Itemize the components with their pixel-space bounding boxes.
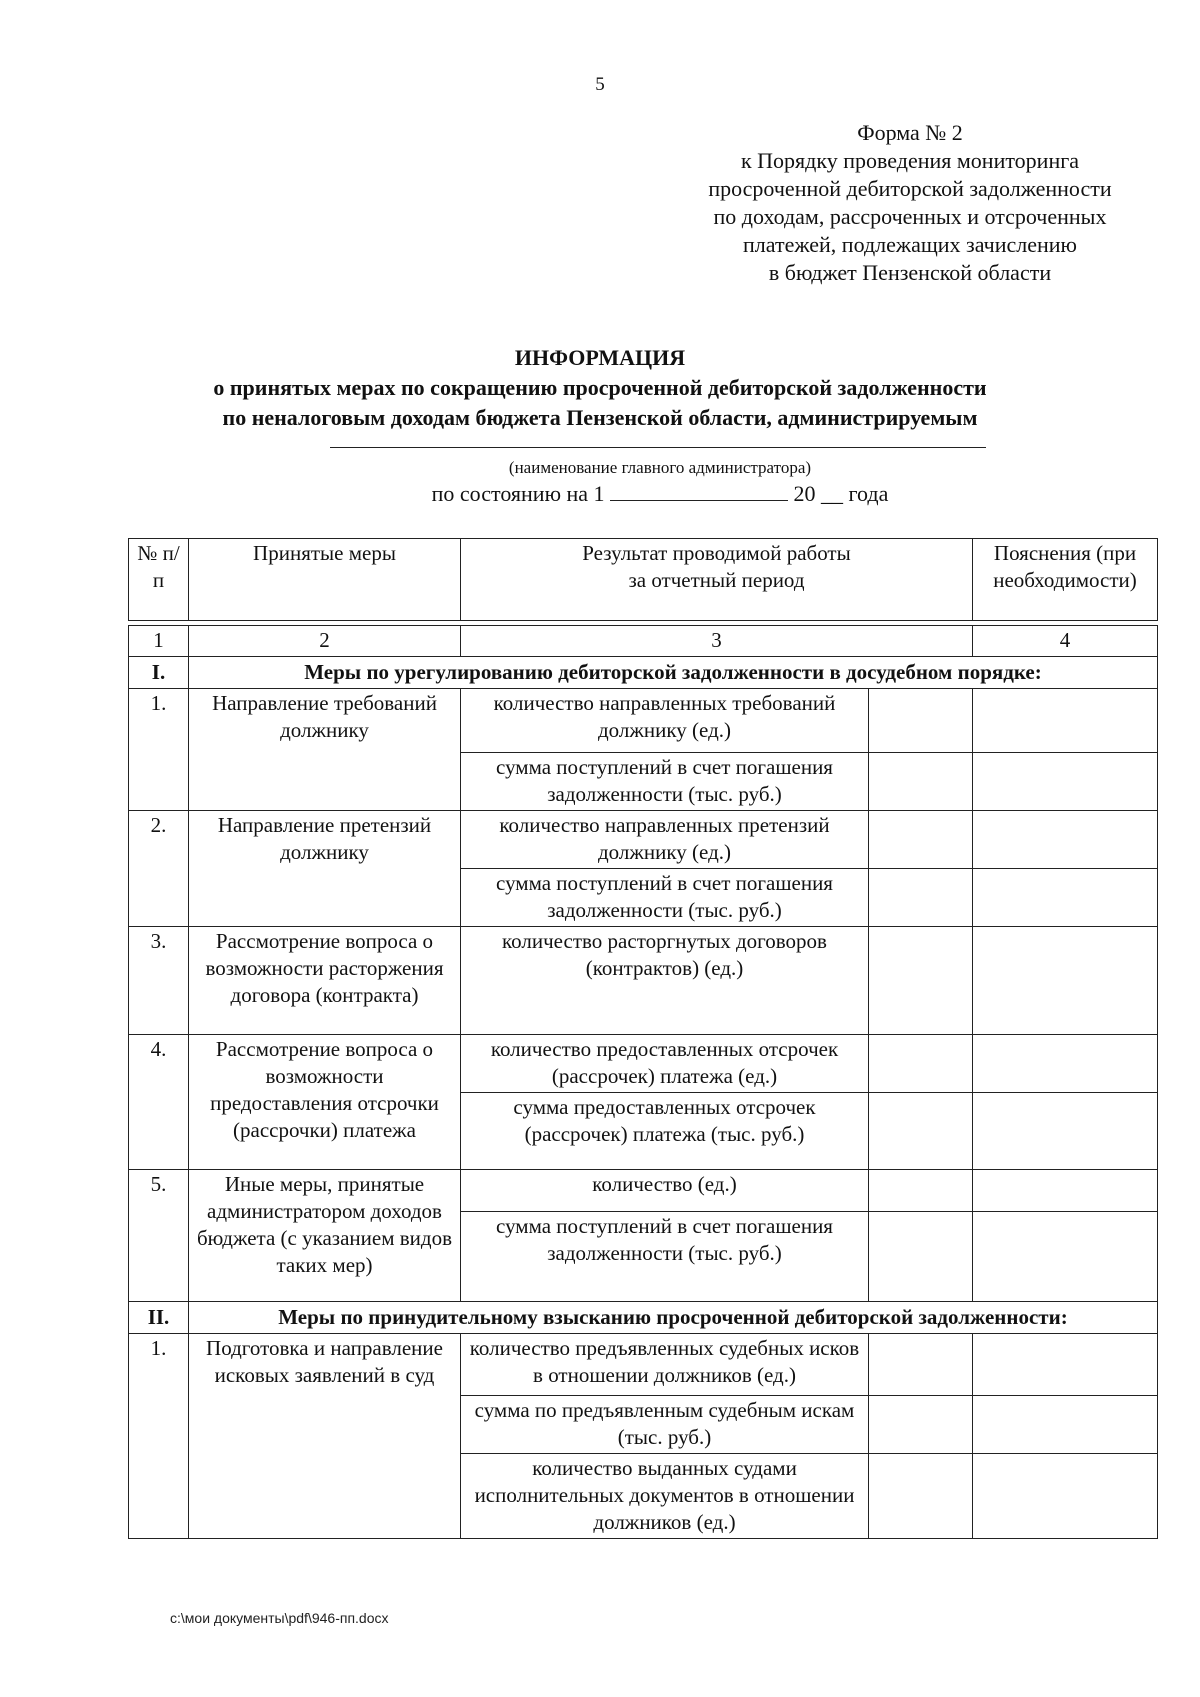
table-header-row: [129, 539, 1158, 621]
row-num: 4.: [129, 1035, 189, 1170]
value-cell[interactable]: [869, 811, 973, 869]
row-result: сумма поступлений в счет погашения задолженности (тыс. руб.): [461, 753, 869, 811]
section-row: [129, 657, 1158, 689]
form-header-line: Форма № 2: [857, 120, 963, 145]
value-cell[interactable]: [869, 1454, 973, 1539]
row-num: 1.: [129, 689, 189, 811]
header-result-line: за отчетный период: [628, 568, 805, 592]
value-cell[interactable]: [869, 1212, 973, 1302]
table-row: [129, 927, 1158, 1035]
section-title: Меры по урегулированию дебиторской задолженности в досудебном порядке:: [189, 657, 1158, 689]
form-header-line: к Порядку проведения мониторинга: [740, 148, 1080, 173]
notes-cell[interactable]: [973, 927, 1158, 1035]
date-prefix: по состоянию на 1: [431, 481, 605, 506]
form-header-line: платежей, подлежащих зачислению: [743, 232, 1077, 257]
header-measures: Принятые меры: [189, 539, 461, 621]
row-result: количество расторгнутых договоров (контрактов) (ед.): [461, 927, 869, 1035]
header-result: [461, 539, 973, 621]
row-result: сумма по предъявленным судебным искам (тыс. руб.): [461, 1396, 869, 1454]
value-cell[interactable]: [869, 753, 973, 811]
column-number: 4: [973, 626, 1158, 657]
notes-cell[interactable]: [973, 1396, 1158, 1454]
row-num: 3.: [129, 927, 189, 1035]
admin-name-blank-line: [330, 447, 986, 448]
row-measure: Иные меры, принятые администратором доходов бюджета (с указанием видов таких мер): [189, 1170, 461, 1302]
title-heading: ИНФОРМАЦИЯ: [514, 345, 686, 370]
row-num: 2.: [129, 811, 189, 927]
form-header: [668, 119, 1152, 287]
page-number: 5: [595, 74, 605, 95]
row-result: количество (ед.): [461, 1170, 869, 1212]
table-row: [129, 1035, 1158, 1093]
title-line: по неналоговым доходам бюджета Пензенской области, администрируемым: [222, 405, 978, 430]
section-row: [129, 1302, 1158, 1334]
row-measure: Рассмотрение вопроса о возможности расторжения договора (контракта): [189, 927, 461, 1035]
row-measure: Направление претензий должнику: [189, 811, 461, 927]
document-title: [140, 343, 1060, 433]
row-num: 1.: [129, 1334, 189, 1539]
form-header-line: по доходам, рассроченных и отсроченных: [713, 204, 1107, 229]
notes-cell[interactable]: [973, 1170, 1158, 1212]
measures-table: [128, 538, 1158, 1539]
section-num: II.: [129, 1302, 189, 1334]
value-cell[interactable]: [869, 1396, 973, 1454]
column-number: 3: [461, 626, 973, 657]
row-result: количество выданных судами исполнительных документов в отношении должников (ед.): [461, 1454, 869, 1539]
notes-cell[interactable]: [973, 1093, 1158, 1170]
notes-cell[interactable]: [973, 811, 1158, 869]
row-measure: Подготовка и направление исковых заявлений в суд: [189, 1334, 461, 1539]
table-row: [129, 689, 1158, 753]
column-number: 1: [129, 626, 189, 657]
notes-cell[interactable]: [973, 1212, 1158, 1302]
notes-cell[interactable]: [973, 869, 1158, 927]
row-result: количество направленных требований должнику (ед.): [461, 689, 869, 753]
section-num: I.: [129, 657, 189, 689]
header-notes: Пояснения (при необходимости): [973, 539, 1158, 621]
value-cell[interactable]: [869, 927, 973, 1035]
date-suffix: __ года: [821, 481, 889, 506]
table-row: [129, 1334, 1158, 1396]
notes-cell[interactable]: [973, 1454, 1158, 1539]
row-result: количество предоставленных отсрочек (рассрочек) платежа (ед.): [461, 1035, 869, 1093]
value-cell[interactable]: [869, 689, 973, 753]
notes-cell[interactable]: [973, 753, 1158, 811]
column-number-row: [129, 626, 1158, 657]
table-row: [129, 811, 1158, 869]
notes-cell[interactable]: [973, 689, 1158, 753]
notes-cell[interactable]: [973, 1035, 1158, 1093]
admin-caption: (наименование главного администратора): [508, 458, 812, 477]
value-cell[interactable]: [869, 1334, 973, 1396]
year-prefix: 20: [793, 481, 816, 506]
row-result: сумма поступлений в счет погашения задолженности (тыс. руб.): [461, 869, 869, 927]
row-measure: Направление требований должнику: [189, 689, 461, 811]
row-measure: Рассмотрение вопроса о возможности предоставления отсрочки (рассрочки) платежа: [189, 1035, 461, 1170]
form-header-line: просроченной дебиторской задолженности: [708, 176, 1112, 201]
header-num: № п/п: [129, 539, 189, 621]
column-number: 2: [189, 626, 461, 657]
notes-cell[interactable]: [973, 1334, 1158, 1396]
value-cell[interactable]: [869, 1170, 973, 1212]
value-cell[interactable]: [869, 869, 973, 927]
row-result: количество направленных претензий должнику (ед.): [461, 811, 869, 869]
date-line: [0, 481, 1200, 507]
form-header-line: в бюджет Пензенской области: [768, 260, 1052, 285]
value-cell[interactable]: [869, 1093, 973, 1170]
row-num: 5.: [129, 1170, 189, 1302]
date-blank: [610, 482, 788, 501]
footer-file-path: c:\мои документы\pdf\946-пп.docx: [170, 1610, 389, 1626]
section-title: Меры по принудительному взысканию просроченной дебиторской задолженности:: [189, 1302, 1158, 1334]
title-line: о принятых мерах по сокращению просроченной дебиторской задолженности: [213, 375, 987, 400]
header-result-line: Результат проводимой работы: [582, 541, 851, 565]
row-result: количество предъявленных судебных исков в отношении должников (ед.): [461, 1334, 869, 1396]
row-result: сумма предоставленных отсрочек (рассрочек) платежа (тыс. руб.): [461, 1093, 869, 1170]
table-row: [129, 1170, 1158, 1212]
row-result: сумма поступлений в счет погашения задолженности (тыс. руб.): [461, 1212, 869, 1302]
value-cell[interactable]: [869, 1035, 973, 1093]
